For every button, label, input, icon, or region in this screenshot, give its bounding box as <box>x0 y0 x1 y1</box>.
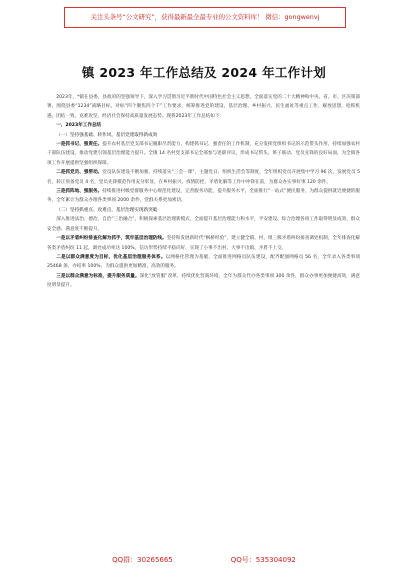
paragraph <box>47 168 360 187</box>
subsection-heading: （一）坚持强基础、转作风，基层党建取得新成效 <box>56 132 158 138</box>
intro-paragraph: 2023年，*镇在县委、县政府的坚强领导下，深入学习贯彻习近平新时代中国特色社会主义思想，全面落实党的二十大精神和中央、省、市、区决策部署，围绕县委“1234”战略目标，对标“四个聚焦四个千”工作要求，统筹推进党的建设、基层治理、乡村振兴、民生福祉等重点工作，解放思想，抢抓机遇，团结一致，克难攻坚，经济社会保持高质量发展态势。现将2023年工作总结如下： <box>47 95 360 119</box>
section-heading: 一、2023年工作总结 <box>56 123 102 129</box>
paragraph <box>47 253 360 272</box>
paragraph <box>47 187 360 206</box>
paragraph <box>47 140 360 168</box>
paragraph: 深入推进法治、德治、自治“三治融合”，积极探索基层治理新模式，全面提升基层治理能力和水平，平安建设、综合治理各项工作取得明显成效，群众安全感、满意度不断提升。 <box>47 217 360 232</box>
qq-number-text: QQ号：535304092 <box>230 556 296 564</box>
paragraph-text: 以网格化管理为基础，全面推进网格员队伍建设，配齐配强网格员 56 名，全年录入各类事项 25468 条，办结率 100%，为群众提供更加精准、高效的服务。 <box>47 254 360 270</box>
paragraph-lead: 二是以群众满意度为目标，优化基层治理服务体系。 <box>56 254 166 260</box>
qq-group-text: QQ群：30265665 <box>112 556 173 564</box>
paragraph-lead: 三是抓阵地、强服务。 <box>56 189 103 195</box>
paragraph-lead: 三是以群众满意为标准，提升服务质量。 <box>56 273 140 279</box>
paragraph-text: 党员队伍建设不断加强，持续落实“三会一课”、主题党日、组织生活会等制度，全年组织党员开展集中学习 96 次，发展党员 5 名，转正预备党员 4 名，党员先锋模范作用充分彰显，在乡村振兴、疫情防控、矛盾化解等工作中冲锋在前，为群众办实事好事 120 余件。 <box>47 170 360 185</box>
subsection-heading: （二）坚持抓重点、攻难点，基层治理实现新突破 <box>56 207 158 213</box>
paragraph-text: 持续推进村级党群服务中心规范化建设，完善服务功能，提升服务水平，全面推行“一站式”便民服务，为群众提供就近便捷的服务，全年累计为群众办理各类事项 2000 余件，党群关系更加密切。 <box>47 189 360 204</box>
document-title: 镇 2023 年工作总结及 2024 年工作计划 <box>81 65 327 80</box>
paragraph-lead: 二是抓党员、强带动。 <box>56 170 103 176</box>
promo-banner: 关注头条号“公文研究”，获得最新最全最专业的公文资料库！ 微信：gongwenvj <box>64 7 346 28</box>
document-body <box>47 93 360 291</box>
paragraph-lead: 一是抓书记、强责任。 <box>56 142 103 148</box>
paragraph-text: 坚持和发展新时代“枫桥经验”，建立健全镇、村、组三级矛盾纠纷排查调处机制，全年排查化解各类矛盾纠纷 11 起，调处成功率达 100%，信访形势持续平稳向好，实现了小事不出村、大事不出镇、矛盾不上交。 <box>47 236 360 251</box>
paragraph <box>47 272 360 291</box>
paragraph-text: 深化“放管服”改革，持续优化营商环境，全年为群众代办各类事项 300 余件，群众办事更加便捷高效，满意度明显提升。 <box>47 273 360 289</box>
paragraph <box>47 234 360 253</box>
footer-contact <box>0 555 408 565</box>
paragraph-text: 提升农村基层党支部书记履职尽责能力，构建抓书记、强责任的工作机制，充分发挥党组织书记的示范带头作用，持续加强农村干部队伍建设，推动党建引领基层治理能力提升。全镇 14 名村党支部书记全部参与述职评议，形成书记带头、班子联动、党员先锋的良好局面，为全镇各项工作开展提供坚强组织保障。 <box>47 142 360 166</box>
paragraph-lead: 一是以矛盾纠纷排查化解为抓手，筑牢基层治理防线。 <box>56 236 167 242</box>
